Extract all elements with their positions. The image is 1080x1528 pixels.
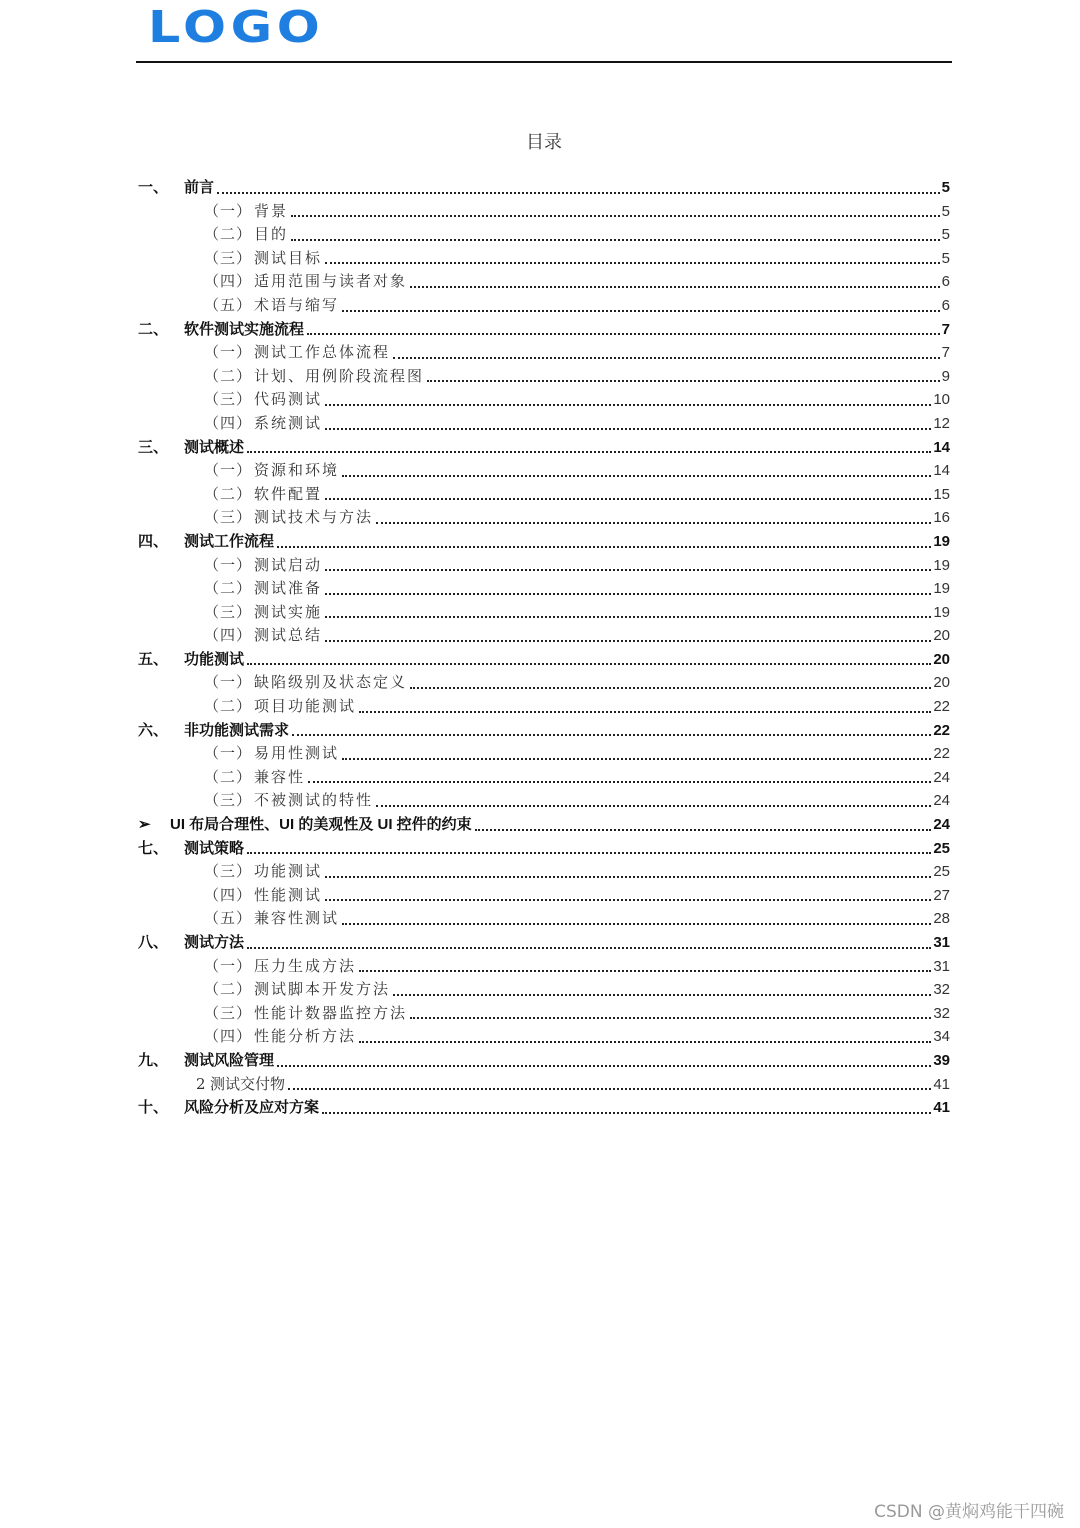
toc-entry[interactable] — [138, 530, 950, 554]
toc-entry-label: 测试目标 — [254, 248, 323, 267]
toc-entry[interactable] — [138, 648, 950, 672]
toc-entry-page: 5 — [941, 249, 950, 267]
toc-dot-leader — [217, 192, 940, 194]
toc-dot-leader — [247, 947, 931, 949]
toc-dot-leader — [393, 357, 940, 359]
toc-entry-page: 19 — [933, 532, 950, 550]
toc-entry-label: 不被测试的特性 — [254, 791, 374, 810]
toc-entry-label: 软件配置 — [254, 484, 323, 503]
toc-entry-label: 适用范围与读者对象 — [254, 272, 408, 291]
toc-dot-leader — [410, 286, 940, 288]
toc-entry-number: （四） — [204, 885, 253, 904]
toc-dot-leader — [325, 640, 931, 642]
toc-entry-page: 31 — [933, 934, 950, 951]
toc-entry-page: 27 — [933, 886, 950, 904]
toc-entry-page: 41 — [933, 1099, 950, 1117]
toc-entry[interactable] — [138, 341, 950, 365]
toc-entry-number: （三） — [204, 248, 253, 267]
toc-entry-page: 19 — [933, 580, 950, 598]
toc-entry-number: （一） — [204, 956, 253, 975]
toc-entry-label: 前言 — [184, 179, 215, 196]
toc-entry-page: 25 — [933, 839, 950, 857]
toc-entry-number: （四） — [204, 413, 253, 432]
toc-entry[interactable] — [138, 931, 950, 955]
toc-entry-label: 背景 — [254, 201, 289, 220]
toc-entry[interactable] — [138, 554, 950, 578]
toc-entry-label: 测试准备 — [254, 579, 323, 598]
toc-entry-label: 功能测试 — [184, 650, 245, 668]
toc-entry[interactable] — [138, 294, 950, 318]
toc-entry-label: 兼容性 — [254, 767, 306, 786]
toc-entry-label: 测试工作总体流程 — [254, 343, 391, 362]
toc-entry-number: （五） — [204, 909, 253, 928]
toc-dot-leader — [325, 899, 931, 901]
watermark: CSDN @黄焖鸡能干四碗 — [874, 1502, 1064, 1522]
toc-entry-page: 19 — [933, 556, 950, 574]
toc-dot-leader — [342, 923, 931, 925]
toc-entry-page: 22 — [933, 721, 950, 739]
toc-dot-leader — [322, 1112, 931, 1114]
toc-dot-leader — [376, 522, 931, 524]
toc-dot-leader — [288, 1088, 931, 1090]
toc-dot-leader — [277, 546, 931, 548]
toc-entry[interactable] — [138, 601, 950, 625]
toc-entry[interactable] — [138, 388, 950, 412]
toc-entry[interactable] — [138, 1073, 950, 1097]
toc-entry-page: 5 — [941, 202, 950, 220]
toc-dot-leader — [325, 404, 931, 406]
toc-entry[interactable] — [138, 719, 950, 743]
toc-entry-page: 7 — [941, 344, 950, 362]
toc-entry-number: （一） — [204, 673, 253, 692]
toc-dot-leader — [292, 734, 931, 736]
toc-dot-leader — [247, 663, 931, 665]
toc-entry-page: 28 — [933, 910, 950, 928]
toc-entry-page: 32 — [933, 1004, 950, 1022]
toc-entry[interactable] — [138, 624, 950, 648]
toc-dot-leader — [342, 758, 931, 760]
toc-entry-number: 2 — [196, 1074, 206, 1093]
toc-entry-number: 五、 — [138, 650, 169, 668]
toc-entry-label: 测试策略 — [184, 839, 245, 857]
toc-entry-number: 七、 — [138, 839, 169, 857]
toc-dot-leader — [325, 876, 931, 878]
toc-entry-label: 项目功能测试 — [254, 697, 357, 716]
toc-entry-page: 39 — [933, 1051, 950, 1069]
toc-entry[interactable] — [138, 695, 950, 719]
toc-entry[interactable] — [138, 436, 950, 460]
toc-entry-page: 10 — [933, 391, 950, 409]
toc-entry-number: （一） — [204, 461, 253, 480]
toc-entry-page: 5 — [941, 226, 950, 244]
toc-entry-number: 六、 — [138, 721, 169, 739]
toc-entry-number: 一、 — [138, 179, 169, 196]
toc-entry[interactable] — [138, 978, 950, 1002]
toc-entry-number: （三） — [204, 602, 253, 621]
toc-entry-number: （一） — [204, 343, 253, 362]
toc-entry-number: （四） — [204, 626, 253, 645]
toc-dot-leader — [342, 310, 940, 312]
toc-entry-page: 34 — [933, 1028, 950, 1046]
toc-entry-label: 测试启动 — [254, 555, 323, 574]
toc-entry-label: 测试技术与方法 — [254, 508, 374, 527]
toc-entry-page: 25 — [933, 863, 950, 881]
toc-entry-label: 资源和环境 — [254, 461, 340, 480]
toc-entry[interactable] — [138, 270, 950, 294]
toc-dot-leader — [325, 569, 931, 571]
toc-entry[interactable] — [138, 766, 950, 790]
toc-entry-page: 16 — [933, 509, 950, 527]
toc-entry-label: 非功能测试需求 — [184, 721, 290, 739]
toc-entry-page: 15 — [933, 485, 950, 503]
toc-entry-page: 6 — [941, 296, 950, 314]
toc-dot-leader — [325, 498, 931, 500]
toc-entry-label: 性能测试 — [254, 885, 323, 904]
toc-entry-page: 9 — [941, 367, 950, 385]
toc-dot-leader — [308, 781, 931, 783]
toc-entry[interactable] — [138, 813, 950, 837]
toc-dot-leader — [325, 616, 931, 618]
toc-entry-number: （二） — [204, 579, 253, 598]
toc-entry-number: （三） — [204, 390, 253, 409]
toc-dot-leader — [247, 451, 931, 453]
toc-entry[interactable] — [138, 506, 950, 530]
toc-entry[interactable] — [138, 365, 950, 389]
toc-entry-number: 十、 — [138, 1099, 169, 1117]
toc-dot-leader — [325, 262, 940, 264]
toc-entry[interactable] — [138, 1025, 950, 1049]
toc-entry-number: ➢ — [138, 816, 151, 834]
toc-dot-leader — [307, 333, 940, 335]
toc-entry[interactable] — [138, 860, 950, 884]
toc-entry-page: 12 — [933, 414, 950, 432]
toc-entry[interactable] — [138, 1002, 950, 1026]
toc-entry[interactable] — [138, 318, 950, 342]
toc-entry[interactable] — [138, 200, 950, 224]
toc-entry[interactable] — [138, 483, 950, 507]
toc-entry-page: 41 — [933, 1075, 950, 1093]
toc-entry[interactable] — [138, 247, 950, 271]
toc-entry-number: 八、 — [138, 934, 169, 951]
toc-entry-number: （三） — [204, 791, 253, 810]
toc-entry[interactable] — [138, 671, 950, 695]
toc-entry-number: 九、 — [138, 1051, 169, 1069]
toc-dot-leader — [393, 994, 931, 996]
toc-entry-label: UI 布局合理性、UI 的美观性及 UI 控件的约束 — [170, 816, 472, 834]
toc-entry-number: （一） — [204, 555, 253, 574]
toc-title: 目录 — [526, 132, 562, 153]
toc-dot-leader — [325, 593, 931, 595]
toc-entry-label: 测试交付物 — [210, 1074, 286, 1093]
toc-dot-leader — [359, 1041, 931, 1043]
toc-entry-page: 24 — [933, 816, 950, 834]
toc-entry-label: 测试风险管理 — [184, 1051, 275, 1069]
table-of-contents — [138, 176, 950, 1120]
toc-dot-leader — [291, 239, 940, 241]
toc-entry-label: 测试方法 — [184, 934, 245, 951]
toc-entry-label: 计划、用例阶段流程图 — [254, 366, 425, 385]
toc-entry-number: （四） — [204, 272, 253, 291]
toc-entry-label: 易用性测试 — [254, 744, 340, 763]
logo: LOGO — [148, 2, 325, 53]
toc-dot-leader — [359, 711, 931, 713]
toc-entry-page: 22 — [933, 698, 950, 716]
toc-entry[interactable] — [138, 223, 950, 247]
toc-entry-page: 14 — [933, 438, 950, 456]
toc-dot-leader — [376, 805, 931, 807]
toc-entry-label: 测试概述 — [184, 438, 245, 456]
toc-entry-label: 功能测试 — [254, 862, 323, 881]
toc-entry-label: 测试实施 — [254, 602, 323, 621]
toc-entry-number: （二） — [204, 484, 253, 503]
toc-entry-label: 测试工作流程 — [184, 532, 275, 550]
toc-entry-page: 20 — [933, 627, 950, 645]
toc-entry-page: 7 — [941, 320, 950, 338]
toc-entry-number: （一） — [204, 744, 253, 763]
toc-entry-number: （三） — [204, 508, 253, 527]
toc-entry-number: 四、 — [138, 532, 169, 550]
toc-entry-page: 19 — [933, 603, 950, 621]
toc-entry-number: （二） — [204, 767, 253, 786]
toc-dot-leader — [325, 428, 931, 430]
toc-entry[interactable] — [138, 742, 950, 766]
toc-entry-label: 性能计数器监控方法 — [254, 1003, 408, 1022]
toc-entry-page: 6 — [941, 273, 950, 291]
toc-entry-label: 测试脚本开发方法 — [254, 980, 391, 999]
toc-entry-label: 目的 — [254, 225, 289, 244]
toc-dot-leader — [427, 380, 940, 382]
toc-entry[interactable] — [138, 789, 950, 813]
toc-entry[interactable] — [138, 412, 950, 436]
toc-entry-label: 代码测试 — [254, 390, 323, 409]
toc-dot-leader — [359, 970, 931, 972]
toc-entry-label: 风险分析及应对方案 — [184, 1099, 320, 1117]
toc-entry[interactable] — [138, 955, 950, 979]
toc-entry-page: 20 — [933, 650, 950, 668]
toc-entry-label: 软件测试实施流程 — [184, 320, 305, 338]
toc-entry-label: 缺陷级别及状态定义 — [254, 673, 408, 692]
header-rule — [136, 61, 952, 63]
toc-entry-page: 24 — [933, 792, 950, 810]
toc-entry[interactable] — [138, 176, 950, 200]
toc-entry-number: （四） — [204, 1027, 253, 1046]
toc-entry-number: （三） — [204, 1003, 253, 1022]
toc-entry-label: 兼容性测试 — [254, 909, 340, 928]
toc-entry-number: （二） — [204, 980, 253, 999]
toc-entry-label: 性能分析方法 — [254, 1027, 357, 1046]
toc-entry-page: 20 — [933, 674, 950, 692]
toc-entry[interactable] — [138, 907, 950, 931]
toc-entry-page: 32 — [933, 981, 950, 999]
toc-entry[interactable] — [138, 1049, 950, 1073]
toc-dot-leader — [410, 687, 931, 689]
toc-entry[interactable] — [138, 884, 950, 908]
toc-entry[interactable] — [138, 577, 950, 601]
toc-entry-page: 14 — [933, 462, 950, 480]
toc-entry-number: 二、 — [138, 320, 169, 338]
toc-entry[interactable] — [138, 459, 950, 483]
toc-dot-leader — [247, 852, 931, 854]
toc-entry-page: 24 — [933, 768, 950, 786]
toc-entry[interactable] — [138, 1096, 950, 1120]
toc-dot-leader — [291, 215, 940, 217]
toc-entry-label: 测试总结 — [254, 626, 323, 645]
toc-entry-number: （二） — [204, 697, 253, 716]
toc-entry-number: 三、 — [138, 438, 169, 456]
toc-entry-page: 5 — [941, 179, 950, 196]
toc-entry-page: 22 — [933, 745, 950, 763]
toc-entry-label: 压力生成方法 — [254, 956, 357, 975]
toc-entry[interactable] — [138, 837, 950, 861]
toc-entry-number: （二） — [204, 225, 253, 244]
toc-dot-leader — [410, 1017, 931, 1019]
toc-entry-number: （五） — [204, 295, 253, 314]
toc-entry-label: 术语与缩写 — [254, 295, 340, 314]
toc-entry-number: （二） — [204, 366, 253, 385]
toc-dot-leader — [475, 829, 932, 831]
toc-entry-label: 系统测试 — [254, 413, 323, 432]
toc-entry-page: 31 — [933, 957, 950, 975]
toc-dot-leader — [342, 475, 931, 477]
toc-dot-leader — [277, 1065, 931, 1067]
toc-entry-number: （一） — [204, 201, 253, 220]
toc-entry-number: （三） — [204, 862, 253, 881]
